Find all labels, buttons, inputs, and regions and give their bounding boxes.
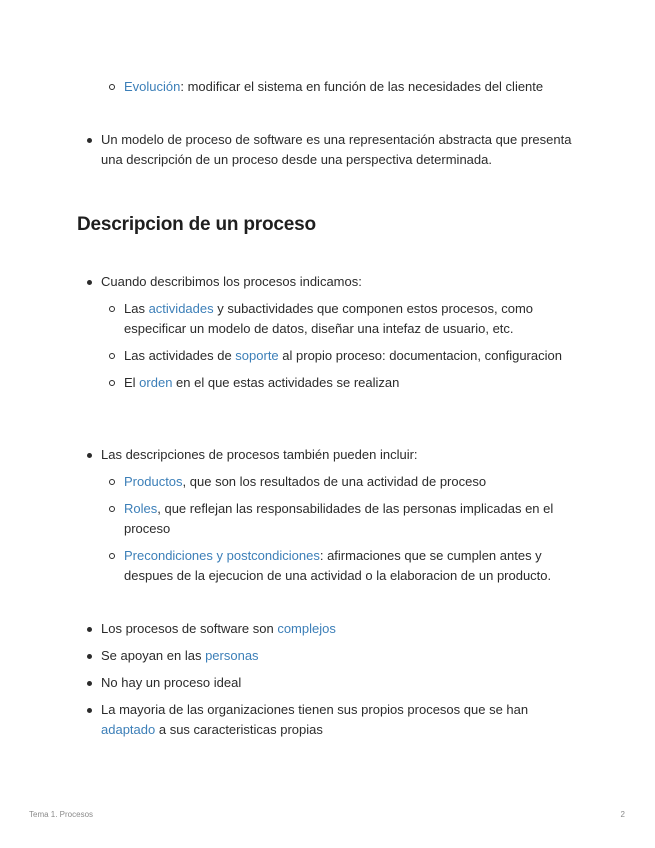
item-text: Las	[124, 301, 149, 316]
term-link: adaptado	[101, 722, 156, 737]
item-text: Los procesos de software son	[101, 621, 278, 636]
item-text: La mayoria de las organizaciones tienen sus propios procesos que se han	[101, 702, 529, 717]
group1-block	[77, 272, 582, 400]
item-text: y subactividades que componen estos procesos, como especificar un modelo de datos, diseñar una intefaz de usuario, etc.	[124, 301, 534, 336]
list-item	[77, 646, 582, 666]
list-item	[77, 272, 582, 393]
page-number: 2	[620, 810, 625, 819]
list-item	[77, 673, 582, 693]
group2-block	[77, 445, 582, 593]
item-text: No hay un proceso ideal	[101, 675, 242, 690]
term-link: Evolución	[124, 79, 181, 94]
list-item	[101, 472, 582, 492]
intro-block	[77, 77, 582, 104]
list-item	[101, 77, 582, 97]
item-text: : modificar el sistema en función de las necesidades del cliente	[180, 79, 544, 94]
list-item	[101, 346, 582, 366]
term-link: complejos	[277, 621, 336, 636]
group1-list	[77, 272, 582, 393]
item-text: al propio proceso: documentacion, configuracion	[278, 348, 562, 363]
item-text: Las actividades de	[124, 348, 236, 363]
list-item	[101, 373, 582, 393]
item-text: Se apoyan en las	[101, 648, 206, 663]
term-link: orden	[139, 375, 173, 390]
intro-bullet-block	[77, 130, 582, 177]
item-text: Las descripciones de procesos también pueden incluir:	[101, 447, 418, 462]
term-link: personas	[205, 648, 259, 663]
list-item	[77, 700, 582, 740]
term-link: Roles	[124, 501, 158, 516]
item-text: El	[124, 375, 140, 390]
term-link: actividades	[148, 301, 214, 316]
item-text: a sus caracteristicas propias	[155, 722, 323, 737]
term-link: Precondiciones y postcondiciones	[124, 548, 320, 563]
group2-sublist	[101, 472, 582, 586]
item-text: , que son los resultados de una actividad de proceso	[182, 474, 487, 489]
term-link: Productos	[124, 474, 183, 489]
list-item	[77, 619, 582, 639]
group3-block	[77, 619, 582, 747]
group3-list	[77, 619, 582, 740]
group2-list	[77, 445, 582, 586]
list-item	[101, 299, 582, 339]
list-item	[101, 499, 582, 539]
term-link: soporte	[235, 348, 279, 363]
group1-sublist	[101, 299, 582, 393]
item-text: , que reflejan las responsabilidades de las personas implicadas en el proceso	[124, 501, 554, 536]
list-item: Un modelo de proceso de software es una representación abstracta que presenta una descripción de un proceso desde una perspectiva determinada.	[77, 130, 582, 170]
item-text: : afirmaciones que se cumplen antes y despues de la ejecucion de una actividad o la elaboracion de un producto.	[124, 548, 552, 583]
item-text: en el que estas actividades se realizan	[172, 375, 400, 390]
footer-title: Tema 1. Procesos	[29, 810, 94, 819]
section-heading: Descripcion de un proceso	[77, 214, 316, 235]
intro-list	[77, 130, 582, 170]
intro-sublist	[77, 77, 582, 97]
list-item	[101, 546, 582, 586]
list-item	[77, 445, 582, 586]
item-text: Cuando describimos los procesos indicamos:	[101, 274, 362, 289]
